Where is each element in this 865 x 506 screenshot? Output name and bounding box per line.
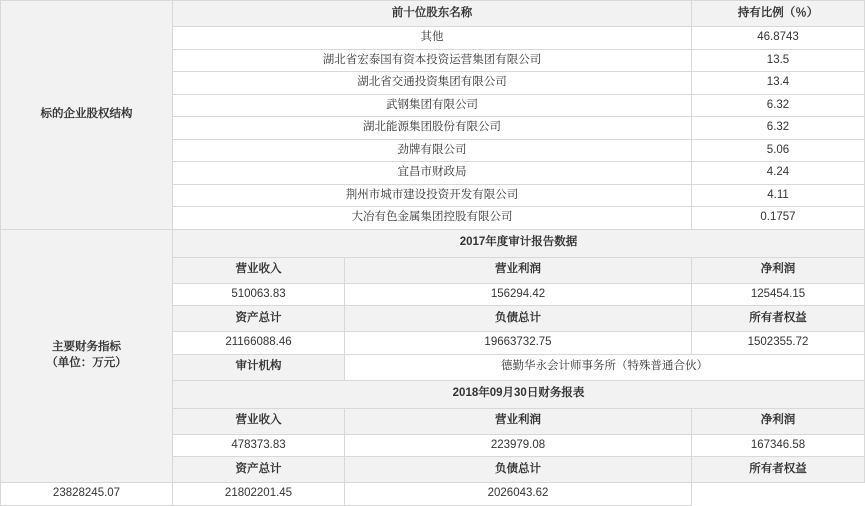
metric-header-net-profit: 净利润	[692, 408, 865, 434]
financials-banner-row-2017	[1, 229, 865, 257]
shareholder-ratio: 0.1757	[692, 207, 865, 230]
shareholder-ratio: 6.32	[692, 117, 865, 140]
auditor-value: 德勤华永会计师事务所（特殊普通合伙）	[345, 354, 865, 380]
metric-header-owners-equity: 所有者权益	[692, 306, 865, 332]
metric-value-net-profit: 167346.58	[692, 434, 865, 457]
shareholder-ratio: 13.5	[692, 49, 865, 72]
financials-label-line1: 主要财务指标	[52, 341, 121, 354]
shareholder-name: 湖北能源集团股份有限公司	[173, 117, 692, 140]
metric-value-total-assets: 23828245.07	[1, 483, 173, 506]
financials-section-label	[1, 229, 173, 483]
equity-col-header-shareholder: 前十位股东名称	[173, 1, 692, 27]
equity-section-label: 标的企业股权结构	[1, 1, 173, 230]
metric-header-operating-profit: 营业利润	[345, 408, 692, 434]
metric-header-total-assets: 资产总计	[173, 306, 345, 332]
shareholder-name: 武钢集团有限公司	[173, 94, 692, 117]
metric-header-revenue: 营业收入	[173, 257, 345, 283]
shareholder-name: 湖北省宏泰国有资本投资运营集团有限公司	[173, 49, 692, 72]
metric-value-operating-profit: 223979.08	[345, 434, 692, 457]
shareholder-ratio: 13.4	[692, 72, 865, 95]
financials-label-line2: （单位：万元）	[46, 356, 127, 369]
equity-col-header-ratio: 持有比例（％）	[692, 1, 865, 27]
shareholder-ratio: 4.11	[692, 184, 865, 207]
metric-header-operating-profit: 营业利润	[345, 257, 692, 283]
metric-header-net-profit: 净利润	[692, 257, 865, 283]
auditor-label: 审计机构	[173, 354, 345, 380]
metric-value-owners-equity: 2026043.62	[345, 483, 692, 506]
metric-value-total-liabilities: 21802201.45	[173, 483, 345, 506]
metric-header-total-assets: 资产总计	[173, 457, 345, 483]
metric-header-revenue: 营业收入	[173, 408, 345, 434]
financials-banner-2018: 2018年09月30日财务报表	[173, 380, 865, 408]
shareholder-ratio: 6.32	[692, 94, 865, 117]
metric-value-owners-equity: 1502355.72	[692, 332, 865, 355]
metric-value-net-profit: 125454.15	[692, 283, 865, 306]
shareholder-name: 湖北省交通投资集团有限公司	[173, 72, 692, 95]
shareholder-name: 大冶有色金属集团控股有限公司	[173, 207, 692, 230]
metric-value-revenue: 510063.83	[173, 283, 345, 306]
shareholder-name: 荆州市城市建设投资开发有限公司	[173, 184, 692, 207]
shareholder-name: 其他	[173, 27, 692, 50]
metric-header-total-liabilities: 负债总计	[345, 457, 692, 483]
metric-value-revenue: 478373.83	[173, 434, 345, 457]
metric-value-total-liabilities: 19663732.75	[345, 332, 692, 355]
shareholder-ratio: 5.06	[692, 139, 865, 162]
financials-value-row	[1, 483, 865, 506]
shareholder-ratio: 46.8743	[692, 27, 865, 50]
metric-header-total-liabilities: 负债总计	[345, 306, 692, 332]
shareholder-name: 宜昌市财政局	[173, 162, 692, 185]
metric-header-owners-equity: 所有者权益	[692, 457, 865, 483]
shareholder-name: 劲牌有限公司	[173, 139, 692, 162]
equity-header-row	[1, 1, 865, 27]
metric-value-total-assets: 21166088.46	[173, 332, 345, 355]
shareholder-ratio: 4.24	[692, 162, 865, 185]
metric-value-operating-profit: 156294.42	[345, 283, 692, 306]
financials-banner-2017: 2017年度审计报告数据	[173, 229, 865, 257]
